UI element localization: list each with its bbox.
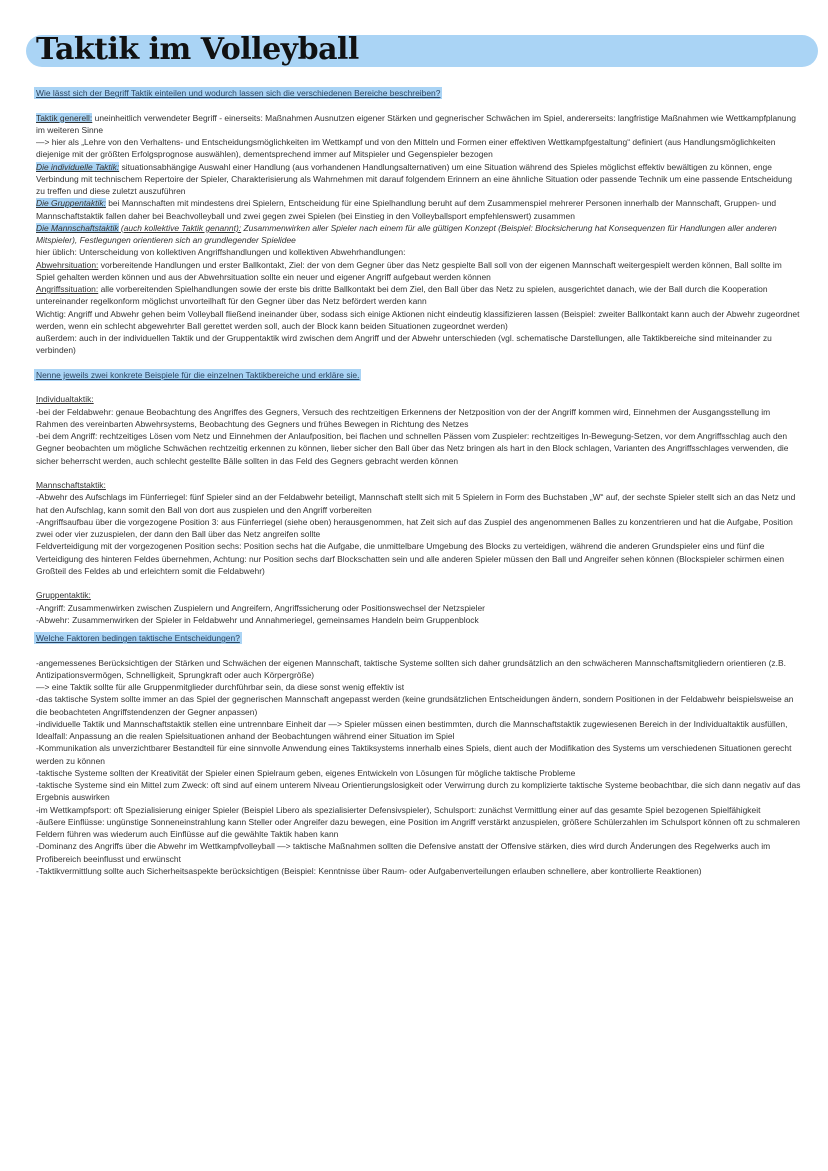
paragraph-abwehrsituation: Abwehrsituation: vorbereitende Handlungen und erster Ballkontakt, Ziel: der von dem Gegner über das Netz gespielte Ball soll von der eigenen Mannschaft weitergespielt werden können, Ball sollte im Spiel gehalten werden können und aus der Abwehrsituation sollte ein neuer und eigener Angriff aufgebaut werden können [36,259,782,282]
paragraph-taktik-generell: Taktik generell: uneinheitlich verwendeter Begriff - einerseits: Maßnahmen Ausnutzen eigener Stärken und gegnerischer Schwächen im Spiel, andererseits: langfristige Maßnahmen wie Wettkampfplanung im weiteren Sinne [36,112,796,135]
paragraph-gruppentaktik: Die Gruppentaktik: bei Mannschaften mit mindestens drei Spielern, Entscheidung für eine Spielhandlung beruht auf dem Zusammenspiel mehrerer Personen innerhalb der Mannschaft, Gruppen- und Mannschaftstaktik fallen daher bei Beachvolleyball und zwei gegen zwei Spielen (bei Einstieg in den Volleyballsport empfehlenswert) zusammen [36,198,777,221]
question-3: Welche Faktoren bedingen taktische Entscheidungen? [36,633,240,643]
paragraph-hier-ueblich: hier üblich: Unterscheidung von kollektiven Angriffshandlungen und kollektiven Abwehrhandlungen: [36,247,406,258]
paragraph-angriffssituation: Angriffssituation: alle vorbereitenden Spielhandlungen sowie der erste bis dritte Ballkontakt bei dem Ziel, den Ball über das Netz zu spielen, ausgerichtet danach, wie der Ball durch die Kooperation untereinander regelkonform möglichst unvorteilhaft für den Gegner über das Netz befördert werden kann [36,284,768,307]
paragraph-individuelle-taktik: Die individuelle Taktik: situationsabhängige Auswahl einer Handlung (aus vorhandenen Handlungsalternativen) um eine Situation während des Spieles möglichst effektiv bewältigen zu können, enge Verbindung mit technischem Repertoire der Spieler, Charakterisierung als Wahrnehmen mit darauf folgendem Erinnern an eine ähnliche Situation oder passende Technik um eine passende Entscheidung zu treffen und diese zuletzt auszuführen [36,161,793,196]
list-item: -Taktikvermittlung sollte auch Sicherheitsaspekte berücksichtigen (Beispiel: Kenntnisse über Raum- oder Aufgabenverteilungen erlauben schnellere, aber kontrollierte Reaktionen) [36,865,702,876]
paragraph-mannschaftstaktik: Die Mannschaftstaktik (auch kollektive Taktik genannt): Zusammenwirken aller Spieler nach einem für alle gültigen Konzept (Beispiel: Blocksicherung hat Konsequenzen für Handlungen aller anderen Mitspieler), Festlegungen orientieren sich an grundlegender Spielidee [36,222,777,245]
list-item: -Angriff: Zusammenwirken zwischen Zuspielern und Angreifern, Angriffssicherung oder Positionswechsel der Netzspieler [36,602,485,613]
term-angriffssituation: Angriffssituation: [36,284,99,294]
list-item: -Abwehr des Aufschlags im Fünferriegel: fünf Spieler sind an der Feldabwehr beteiligt, Mannschaft stellt sich mit 5 Spielern in Form des Buchstaben „W“ auf, der sechste Spieler stellt sich an das Netz und hat den Aufschlag, kann somit den Ball von dort aus zuspielen und den Angriff vorbereiten [36,492,796,515]
list-item: -Angriffsaufbau über die vorgezogene Position 3: aus Fünferriegel (siehe oben) herausgenommen, hat Zeit sich auf das Zuspiel des angenommenen Balles zu konzentrieren und hat die Aufgabe, Position zwei oder vier zuzuspielen, der dann den Ball über das Netz angreifen sollte [36,516,793,539]
factor-list [36,657,802,878]
term-abwehrsituation: Abwehrsituation: [36,259,99,270]
heading-gruppentaktik: Gruppentaktik: [36,590,91,601]
paragraph-definition: —> hier als „Lehre von den Verhaltens- und Entscheidungsmöglichkeiten im Wettkampf und von den Mitteln und Formen einer effektiven Wettkampfgestaltung“ definiert (aus Handlungsmöglichkeiten diejenige mit der größten Erfolgsprognose auswählen), dementsprechend immer auf Mitspieler und Gegenspieler bezogen [36,137,776,160]
question-2: Nenne jeweils zwei konkrete Beispiele für die einzelnen Taktikbereiche und erkläre sie. [36,369,360,380]
term-gruppentaktik: Die Gruppentaktik: [36,198,106,209]
list-item: -bei der Feldabwehr: genaue Beobachtung des Angriffes des Gegners, Versuch des rechtzeitigen Erkennens der Netzposition von der der Angriff kommen wird, Einnehmen der Ausgangsstellung im Rahmen des vereinbarten Abwehrsystems, Beobachtung des Gegners und frühes Bewegen in Richtung des Netzes [36,406,771,429]
list-item: -taktische Systeme sollten der Kreativität der Spieler einen Spielraum geben, eigenes Entwickeln von Lösungen für mögliche taktische Probleme [36,767,576,778]
paragraph-wichtig: Wichtig: Angriff und Abwehr gehen beim Volleyball fließend ineinander über, sodass sich einige Aktionen nicht eindeutig klassifizieren lassen (Beispiel: zweiter Ballkontakt kann auch der Abwehr zugeordnet werden, wenn ein schlecht abgewehrter Ball gerettet werden soll, auch der Block kann beiden Situationen zugeordnet werden) [36,308,800,331]
list-item: -angemessenes Berücksichtigen der Stärken und Schwächen der eigenen Mannschaft, taktische Systeme sollten sich daher grundsätzlich an den schwächeren Mannschaftsmitgliedern orientieren (z.B. Antizipationsvermögen, Schnelligkeit, Sprungkraft oder auch Körpergröße) [36,657,786,680]
list-item: -bei dem Angriff: rechtzeitiges Lösen vom Netz und Einnehmen der Anlaufposition, bei flachen und schnellen Pässen vom Zuspieler: rechtzeitiges In-Bewegung-Setzen, vor dem Angriffsschlag auch den Gegner beobachten um mögliche Schwächen rechtzeitig erkennen zu können, lieber sicher den Ball über das Netz bringen als hart in den Block schlagen, Varianten des Angriffsschlages verwenden, die sicher beherrscht werden, auch schlecht gestellte Bälle sollten in das Feld des Gegners gebracht werden können [36,431,789,466]
question-1: Wie lässt sich der Begriff Taktik einteilen und wodurch lassen sich die verschiedenen Bereiche beschreiben? [36,88,441,98]
term-individuelle-taktik: Die individuelle Taktik: [36,161,120,172]
list-item: -das taktische System sollte immer an das Spiel der gegnerischen Mannschaft angepasst werden (keine grundsätzlichen Entscheidungen ändern, sondern Positionen in der Feldabwehr beispielsweise an die beobachteten Angriffstendenzen der Gegner anpassen) [36,694,794,717]
list-item: -Dominanz des Angriffs über die Abwehr im Wettkampfvolleyball —> taktische Maßnahmen sollten die Defensive anstatt der Offensive stärken, dies wird durch Änderungen des Regelwerks auch im Profibereich beeinflusst und erwünscht [36,841,771,864]
list-item: -individuelle Taktik und Mannschaftstaktik stellen eine untrennbare Einheit dar —> Spieler müssen einen bestimmten, durch die Mannschaftstaktik zugewiesenen Bereich in der Individualtaktik ausfüllen, Idealfall: Anpassung an die realen Spielsituationen anhand der Beobachtungen während einer Situation im Spiel [36,718,788,741]
list-item: -Abwehr: Zusammenwirken der Spieler in Feldabwehr und Annahmeriegel, gemeinsames Handeln beim Gruppenblock [36,614,479,625]
paragraph-ausserdem: außerdem: auch in der individuellen Taktik und der Gruppentaktik wird zwischen dem Angriff und der Abwehr unterschieden (vgl. schematische Darstellungen, alle Taktikbereiche sind miteinander zu verbinden) [36,333,772,356]
list-item: -im Wettkampfsport: oft Spezialisierung einiger Spieler (Beispiel Libero als spezialisierter Defensivspieler), Schulsport: zunächst Vermittlung einer auf das gesamte Spiel bezogenen Spielfähigkeit [36,804,761,815]
list-item: —> eine Taktik sollte für alle Gruppenmitglieder durchführbar sein, da diese sonst wenig effektiv ist [36,682,405,692]
list-item: -äußere Einflüsse: ungünstige Sonneneinstrahlung kann Steller oder Angreifer dazu bewegen, eine Position im Angriff verstärkt anzuspielen, größere Schülerzahlen im Schulsport können oft zu schmaleren Feldern führen was wiederum auch Einflüsse auf die gewählte Taktik haben kann [36,816,800,839]
document-body [36,87,802,877]
heading-mannschaftstaktik: Mannschaftstaktik: [36,480,106,490]
page-title: Taktik im Volleyball [36,32,359,67]
list-item: -Kommunikation als unverzichtbarer Bestandteil für eine sinnvolle Anwendung eines Taktiksystems innerhalb eines Spiels, dient auch der Modifikation des Systems um verschiedenen Situationen gerecht werden zu können [36,743,792,766]
list-item: -taktische Systeme sind ein Mittel zum Zweck: oft sind auf einem unterem Niveau Orientierungslosigkeit oder Verwirrung durch zu komplizierte taktische Systeme beobachtbar, die sich dann negativ auf das Ergebnis auswirken [36,780,801,803]
heading-individualtaktik: Individualtaktik: [36,394,94,405]
list-item: Feldverteidigung mit der vorgezogenen Position sechs: Position sechs hat die Aufgabe, die unmittelbare Umgebung des Blocks zu verteidigen, während die anderen Grundspieler eins und fünf die Verteidigung des hinteren Feldes übernehmen, Achtung: nur Position sechs darf Blockschatten sein und alle anderen Spieler müssen den Ball und Angreifer sehen können (Blockspieler schirmen einen Großteil des Feldes ab und erleichtern somit die Feldabwehr) [36,541,785,576]
term-taktik-generell: Taktik generell: [36,112,93,123]
term-mannschaftstaktik: Die Mannschaftstaktik [36,222,119,233]
